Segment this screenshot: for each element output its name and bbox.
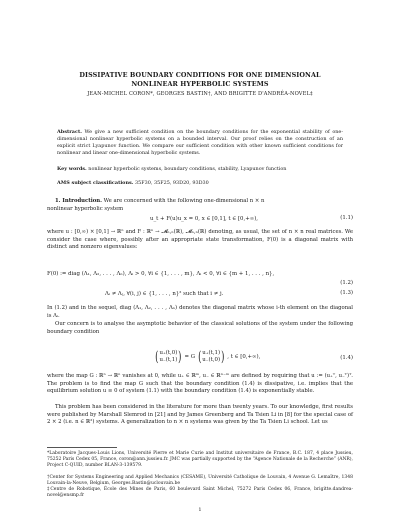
footnote-2: †Center for Systems Engineering and Applied Mechanics (CESAME), Université Catholique de Louvain, 4 Avenue G. Lemaître, 1348 Louvain-la-Neuve, Belgium, Georges.Bastin@uclouvain.be <box>47 475 353 486</box>
equation-number-1-4: (1.4) <box>340 355 353 361</box>
intro-p1a: We are concerned with the following one-dimensional n × n <box>103 198 265 204</box>
equation-1-4: ( u₊(t,0) u₋(t,1) ) = G ( u₊(t,1) u₋(t,0) ) , t ∈ [0,+∞), <box>155 349 261 365</box>
title-line-2: NONLINEAR HYPERBOLIC SYSTEMS <box>131 80 269 88</box>
keywords-text: nonlinear hyperbolic systems, boundary conditions, stability, Lyapunov function <box>88 166 287 172</box>
intro-paragraph-3: In (1.2) and in the sequel, diag (Λ₁, Λ₂, . . . , Λₙ) denotes the diagonal matrix whose i-th element on the diagonal is Λᵢ. <box>47 305 353 319</box>
ams-classification <box>57 180 343 187</box>
footnote-rule <box>47 447 117 448</box>
eq4-top-left: u₊(t,0) <box>159 350 178 356</box>
intro-paragraph-4: Our concern is to analyse the asymptotic behavior of the classical solutions of the system under the following boundary condition <box>47 321 353 335</box>
equation-1-3: Λᵢ ≠ Λⱼ, ∀(i, j) ∈ {1, . . . , n}² such that i ≠ j. <box>105 291 224 297</box>
title-line-1: DISSIPATIVE BOUNDARY CONDITIONS FOR ONE DIMENSIONAL <box>79 71 321 79</box>
intro-paragraph-1 <box>47 198 353 206</box>
intro-paragraph-6: This problem has been considered in the literature for more than twenty years. To our knowledge, first results were published by Marshall Slemrod in [21] and by James Greenberg and Ta Tsien Li in [8] for the special case of 2 × 2 (i.e. n ∈ ℝ²) systems. A generalization to n × n systems was given by the Ta Tsien Li school. Let us <box>47 404 353 425</box>
eq4-operator: = G <box>184 354 196 360</box>
abstract-label: Abstract. <box>57 129 82 135</box>
footnote-3: ‡Centre de Robotique, École des Mines de Paris, 60 boulevard Saint Michel, 75272 Paris Cedex 06, France, brigitte.dandrea-novel@ensmp.fr <box>47 487 353 498</box>
eq4-bottom-left: u₋(t,1) <box>159 357 178 363</box>
eq4-top-right: u₊(t,1) <box>202 350 221 356</box>
intro-p1b: nonlinear hyperbolic system <box>47 206 124 212</box>
eq4-bottom-right: u₋(t,0) <box>202 357 221 363</box>
ams-text: 35F30, 35F25, 93D20, 93D30 <box>135 180 209 186</box>
page-number: 1 <box>198 507 202 513</box>
equation-1-1: u_t + F(u)u_x = 0, x ∈ [0,1], t ∈ [0,+∞), <box>150 216 259 222</box>
eq4-tail: , t ∈ [0,+∞), <box>227 354 261 360</box>
equation-number-1-3: (1.3) <box>340 290 353 296</box>
ams-label: AMS subject classifications. <box>57 180 134 186</box>
equation-number-1-2: (1.2) <box>340 280 353 286</box>
abstract-text: We give a new sufficient condition on the boundary conditions for the exponential stability of one-dimensional nonlinear hyperbolic systems on a bounded interval. Our proof relies on the construction of an explicit strict Lyapunov function. We compare our sufficient condition with other known sufficient conditions for nonlinear and linear one-dimensional hyperbolic systems. <box>57 129 343 156</box>
keywords <box>57 166 343 173</box>
equation-1-2: F(0) := diag (Λ₁, Λ₂, . . . , Λₙ), Λᵢ > 0, ∀i ∈ {1, . . . , m}, Λᵢ < 0, ∀i ∈ {m + 1, . . . , n}, <box>47 271 275 277</box>
intro-paragraph-2: where u : [0,∞) × [0,1] → ℝⁿ and F : ℝⁿ → 𝓜ₙ,ₙ(ℝ), 𝓜ₙ,ₙ(ℝ) denoting, as usual, the set of n × n real matrices. We consider the case where, possibly after an appropriate state transformation, F(0) is a diagonal matrix with distinct and nonzero eigenvalues: <box>47 229 353 250</box>
paper-title <box>40 71 360 89</box>
section-heading: 1. Introduction. <box>55 198 102 204</box>
intro-paragraph-5: where the map G : ℝⁿ → ℝⁿ vanishes at 0, while u₊ ∈ ℝᵐ, u₋ ∈ ℝⁿ⁻ᵐ are defined by requiring that u := (u₊ᵀ, u₋ᵀ)ᵀ. The problem is to find the map G such that the boundary condition (1.4) is dissipative, i.e. implies that the equilibrium solution u ≡ 0 of system (1.1) with the boundary condition (1.4) is exponentially stable. <box>47 373 353 394</box>
keywords-label: Key words. <box>57 166 87 172</box>
author-list: JEAN-MICHEL CORON*, GEORGES BASTIN†, AND BRIGITTE D'ANDRÉA-NOVEL‡ <box>87 91 313 97</box>
footnote-1: *Laboratoire Jacques-Louis Lions, Université Pierre et Marie Curie and Institut universitaire de France, B.C. 187, 4 place Jussieu, 75252 Paris Cedex 05, France, coron@ann.jussieu.fr. JMC was partially supported by the “Agence Nationale de la Recherche” (ANR), Project C-QUID, number BLAN-3-139579. <box>47 451 353 468</box>
equation-number-1-1: (1.1) <box>340 215 353 221</box>
abstract <box>57 129 343 157</box>
